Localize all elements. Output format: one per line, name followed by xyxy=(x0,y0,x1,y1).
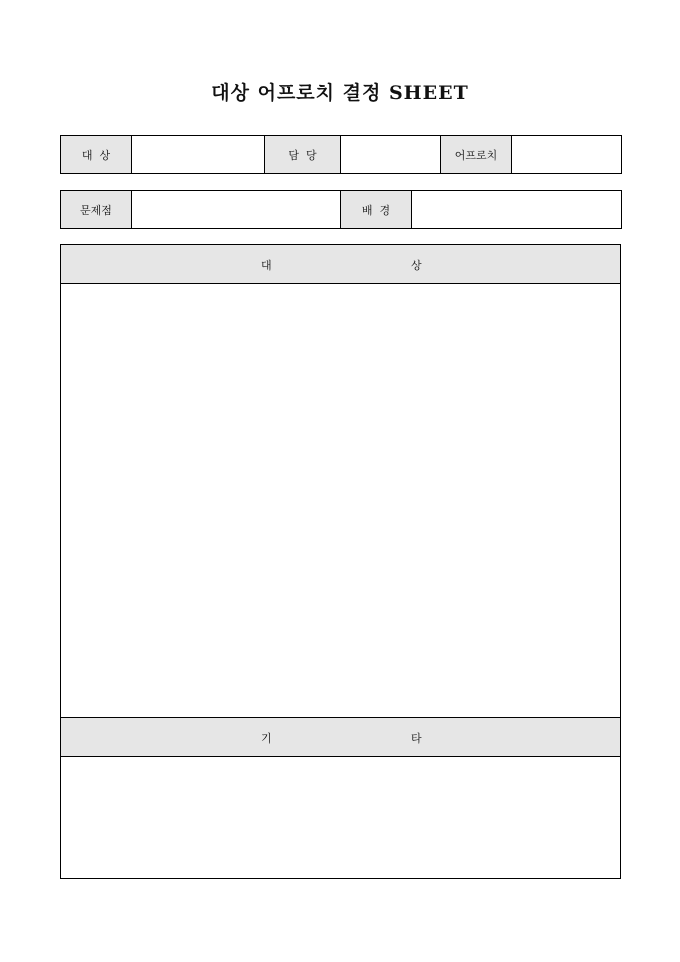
manager-field[interactable] xyxy=(341,136,441,174)
document-title: 대상 어프로치 결정 SHEET xyxy=(211,82,469,104)
target-field[interactable] xyxy=(132,136,265,174)
target-section-header-left: 대 xyxy=(261,259,272,272)
target-section-body[interactable] xyxy=(61,284,620,717)
background-field[interactable] xyxy=(412,191,622,229)
other-section-header-left: 기 xyxy=(261,732,272,745)
background-label: 배 경 xyxy=(341,191,412,229)
other-section-header xyxy=(61,717,620,757)
target-section-header-right: 상 xyxy=(411,259,422,272)
content-panel xyxy=(60,244,621,879)
approach-label: 어프로치 xyxy=(441,136,512,174)
problem-label: 문제점 xyxy=(61,191,132,229)
manager-label: 담 당 xyxy=(265,136,341,174)
other-section-body[interactable] xyxy=(61,757,620,878)
problem-field[interactable] xyxy=(132,191,341,229)
header-info-table xyxy=(60,135,622,174)
other-section-header-right: 타 xyxy=(411,732,422,745)
target-section-header xyxy=(61,245,620,284)
approach-field[interactable] xyxy=(512,136,622,174)
target-label: 대 상 xyxy=(61,136,132,174)
problem-background-table xyxy=(60,190,622,229)
